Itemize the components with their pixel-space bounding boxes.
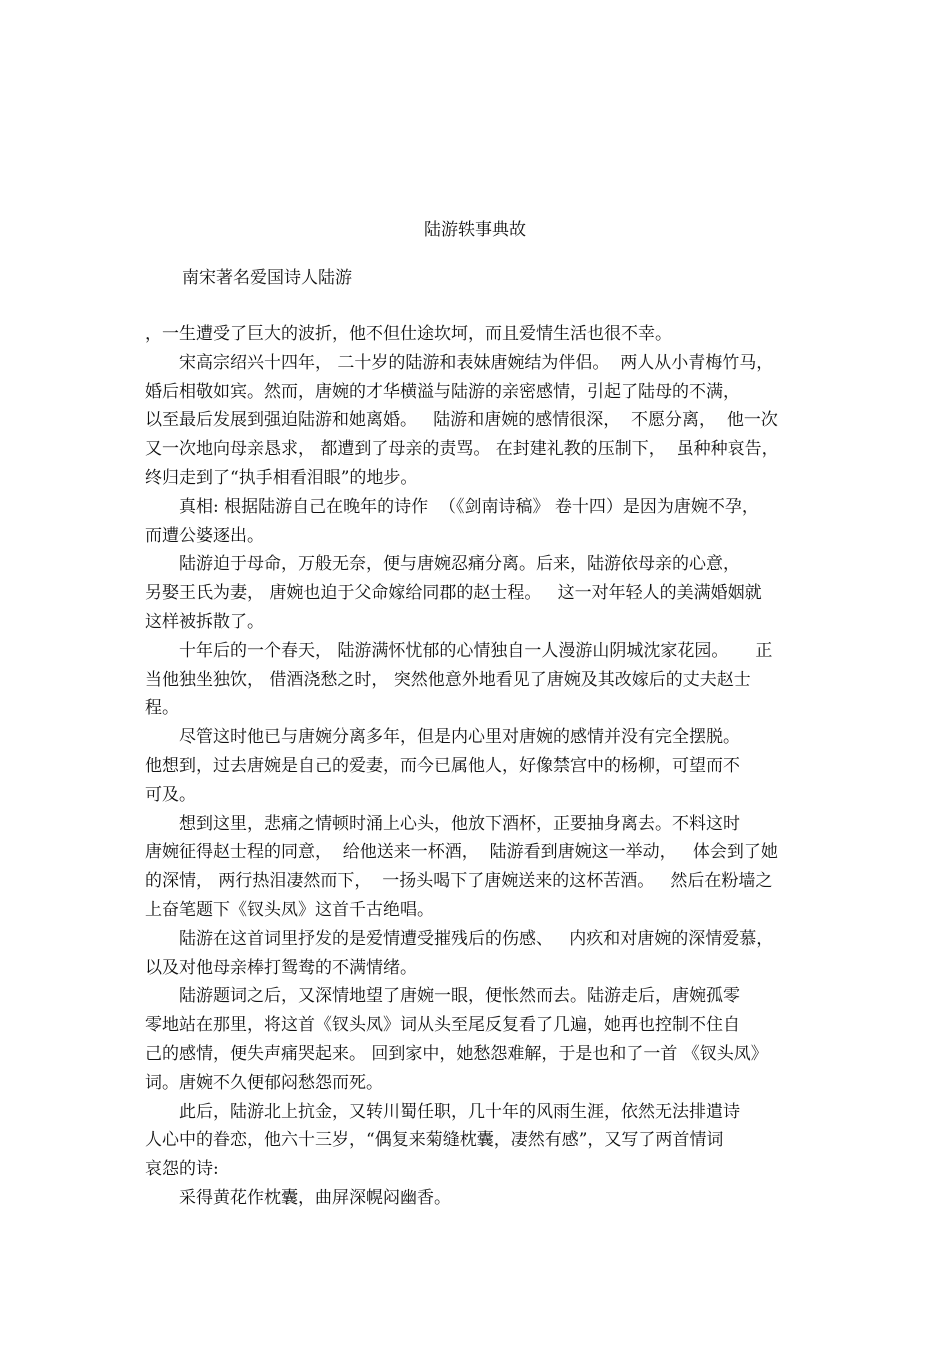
body-line: 此后，陆游北上抗金，又转川蜀任职，几十年的风雨生涯，依然无法排遣诗 <box>145 1101 740 1122</box>
body-line: 这样被拆散了。 <box>145 611 264 632</box>
body-line: 可及。 <box>145 784 196 805</box>
body-line: 陆游迫于母命，万般无奈，便与唐婉忍痛分离。后来，陆游依母亲的心意， <box>145 554 740 575</box>
body-line: 程。 <box>145 698 179 719</box>
body-line: 他想到，过去唐婉是自己的爱妻，而今已属他人，好像禁宫中的杨柳，可望而不 <box>145 755 740 776</box>
document-subtitle: 南宋著名爱国诗人陆游 <box>182 268 352 288</box>
body-line: 以至最后发展到强迫陆游和她离婚。 陆游和唐婉的感情很深， 不愿分离， 他一次 <box>145 410 778 431</box>
body-line: 又一次地向母亲恳求， 都遭到了母亲的责骂。 在封建礼教的压制下， 虽种种哀告， <box>145 439 779 460</box>
body-line: ，一生遭受了巨大的波折，他不但仕途坎坷，而且爱情生活也很不幸。 <box>145 324 672 344</box>
body-line: 的深情， 两行热泪凄然而下， 一扬头喝下了唐婉送来的这杯苦酒。 然后在粉墙之 <box>145 871 773 892</box>
body-line: 人心中的眷恋，他六十三岁，“偶复来菊缝枕囊，凄然有感”，又写了两首情词 <box>145 1130 724 1151</box>
body-line: 当他独坐独饮， 借酒浇愁之时， 突然他意外地看见了唐婉及其改嫁后的丈夫赵士 <box>145 669 751 690</box>
body-line: 以及对他母亲棒打鸳鸯的不满情绪。 <box>145 957 417 978</box>
body-line: 宋高宗绍兴十四年， 二十岁的陆游和表妹唐婉结为伴侣。 两人从小青梅竹马， <box>145 352 774 373</box>
document-title: 陆游轶事典故 <box>424 220 526 240</box>
body-line: 终归走到了“执手相看泪眼”的地步。 <box>145 467 418 488</box>
body-line: 己的感情，便失声痛哭起来。 回到家中，她愁怨难解，于是也和了一首 《钗头凤》 <box>145 1043 768 1064</box>
body-line: 唐婉征得赵士程的同意， 给他送来一杯酒， 陆游看到唐婉这一举动， 体会到了她 <box>145 842 778 863</box>
body-line: 陆游在这首词里抒发的是爱情遭受摧残后的伤感、 内疚和对唐婉的深情爱慕， <box>145 928 774 949</box>
body-line: 真相: 根据陆游自己在晚年的诗作 （《剑南诗稿》 卷十四）是因为唐婉不孕， <box>145 496 759 517</box>
body-line: 十年后的一个春天， 陆游满怀忧郁的心情独自一人漫游山阴城沈家花园。 正 <box>145 640 773 661</box>
body-line: 词。唐婉不久便郁闷愁怨而死。 <box>145 1072 383 1093</box>
body-line: 陆游题词之后，又深情地望了唐婉一眼，便怅然而去。陆游走后，唐婉孤零 <box>145 986 740 1007</box>
body-line: 想到这里，悲痛之情顿时涌上心头，他放下酒杯，正要抽身离去。不料这时 <box>145 813 740 834</box>
body-line: 尽管这时他已与唐婉分离多年，但是内心里对唐婉的感情并没有完全摆脱。 <box>145 727 740 748</box>
document-body <box>145 320 810 1213</box>
body-line: 零地站在那里，将这首《钗头凤》词从头至尾反复看了几遍，她再也控制不住自 <box>145 1015 740 1036</box>
body-line: 另娶王氏为妻， 唐婉也迫于父命嫁给同郡的赵士程。 这一对年轻人的美满婚姻就 <box>145 583 762 604</box>
body-line: 采得黄花作枕囊，曲屏深幌闷幽香。 <box>145 1187 451 1208</box>
body-line: 哀怨的诗: <box>145 1159 219 1180</box>
body-line: 而遭公婆逐出。 <box>145 525 264 546</box>
body-line: 婚后相敬如宾。然而，唐婉的才华横溢与陆游的亲密感情，引起了陆母的不满， <box>145 381 740 402</box>
body-line: 上奋笔题下《钗头凤》这首千古绝唱。 <box>145 899 434 920</box>
